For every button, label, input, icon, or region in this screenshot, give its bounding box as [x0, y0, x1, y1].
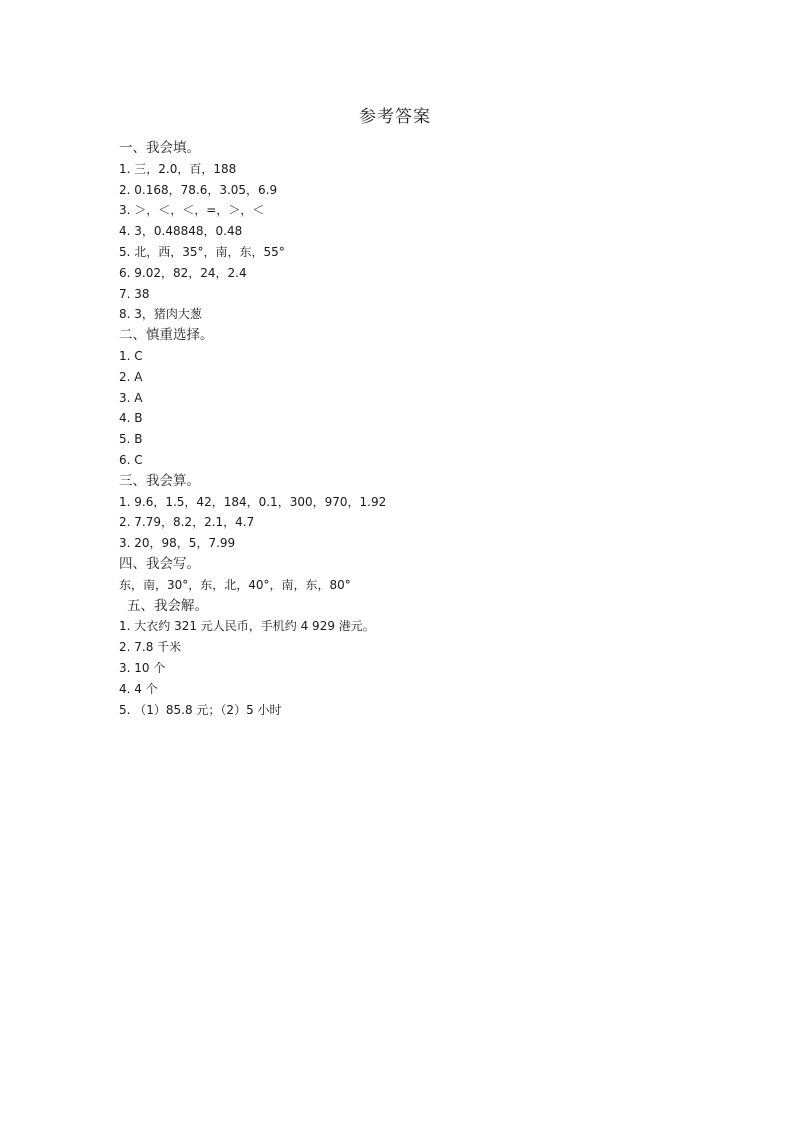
answer-list [119, 138, 719, 720]
answer-line: 4. 4 个 [119, 681, 158, 696]
answer-line: 1. 三，2.0，百，188 [119, 161, 237, 176]
answer-line: 2. 7.8 千米 [119, 640, 182, 655]
answer-line: 1. 大衣约 321 元人民币，手机约 4 929 港元。 [119, 619, 375, 634]
answer-line: 1. 9.6，1.5，42，184，0.1，300，970，1.92 [119, 494, 387, 509]
answer-line: 8. 3，猪肉大葱 [119, 307, 202, 322]
answer-line: 7. 38 [119, 286, 150, 301]
answer-line: 3. 20，98，5，7.99 [119, 536, 236, 551]
answer-line: 3. A [119, 390, 143, 405]
section-heading: 二、慎重选择。 [119, 327, 214, 344]
section-heading: 三、我会算。 [119, 472, 200, 489]
answer-line: 5. B [119, 432, 143, 447]
answer-line: 3. ＞，＜，＜，=，＞，＜ [119, 203, 265, 218]
answer-line: 6. 9.02，82，24，2.4 [119, 265, 247, 280]
section-heading: 四、我会写。 [119, 555, 200, 572]
answer-line: 东，南，30°，东，北，40°，南，东，80° [119, 577, 351, 592]
answer-line: 4. B [119, 411, 143, 426]
answer-line: 5. （1）85.8 元；（2）5 小时 [119, 702, 282, 717]
answer-line: 2. 0.168，78.6，3.05，6.9 [119, 182, 278, 197]
section-heading: 五、我会解。 [127, 597, 208, 614]
section-heading: 一、我会填。 [119, 140, 200, 156]
answer-line: 6. C [119, 452, 143, 467]
answer-line: 5. 北，西，35°，南，东，55° [119, 244, 285, 259]
page-title: 参考答案 [359, 107, 431, 127]
answer-line: 1. C [119, 348, 143, 363]
answer-line: 2. A [119, 369, 143, 384]
answer-line: 2. 7.79，8.2，2.1，4.7 [119, 515, 255, 530]
answer-line: 3. 10 个 [119, 660, 166, 675]
answer-line: 4. 3，0.48848，0.48 [119, 224, 243, 239]
